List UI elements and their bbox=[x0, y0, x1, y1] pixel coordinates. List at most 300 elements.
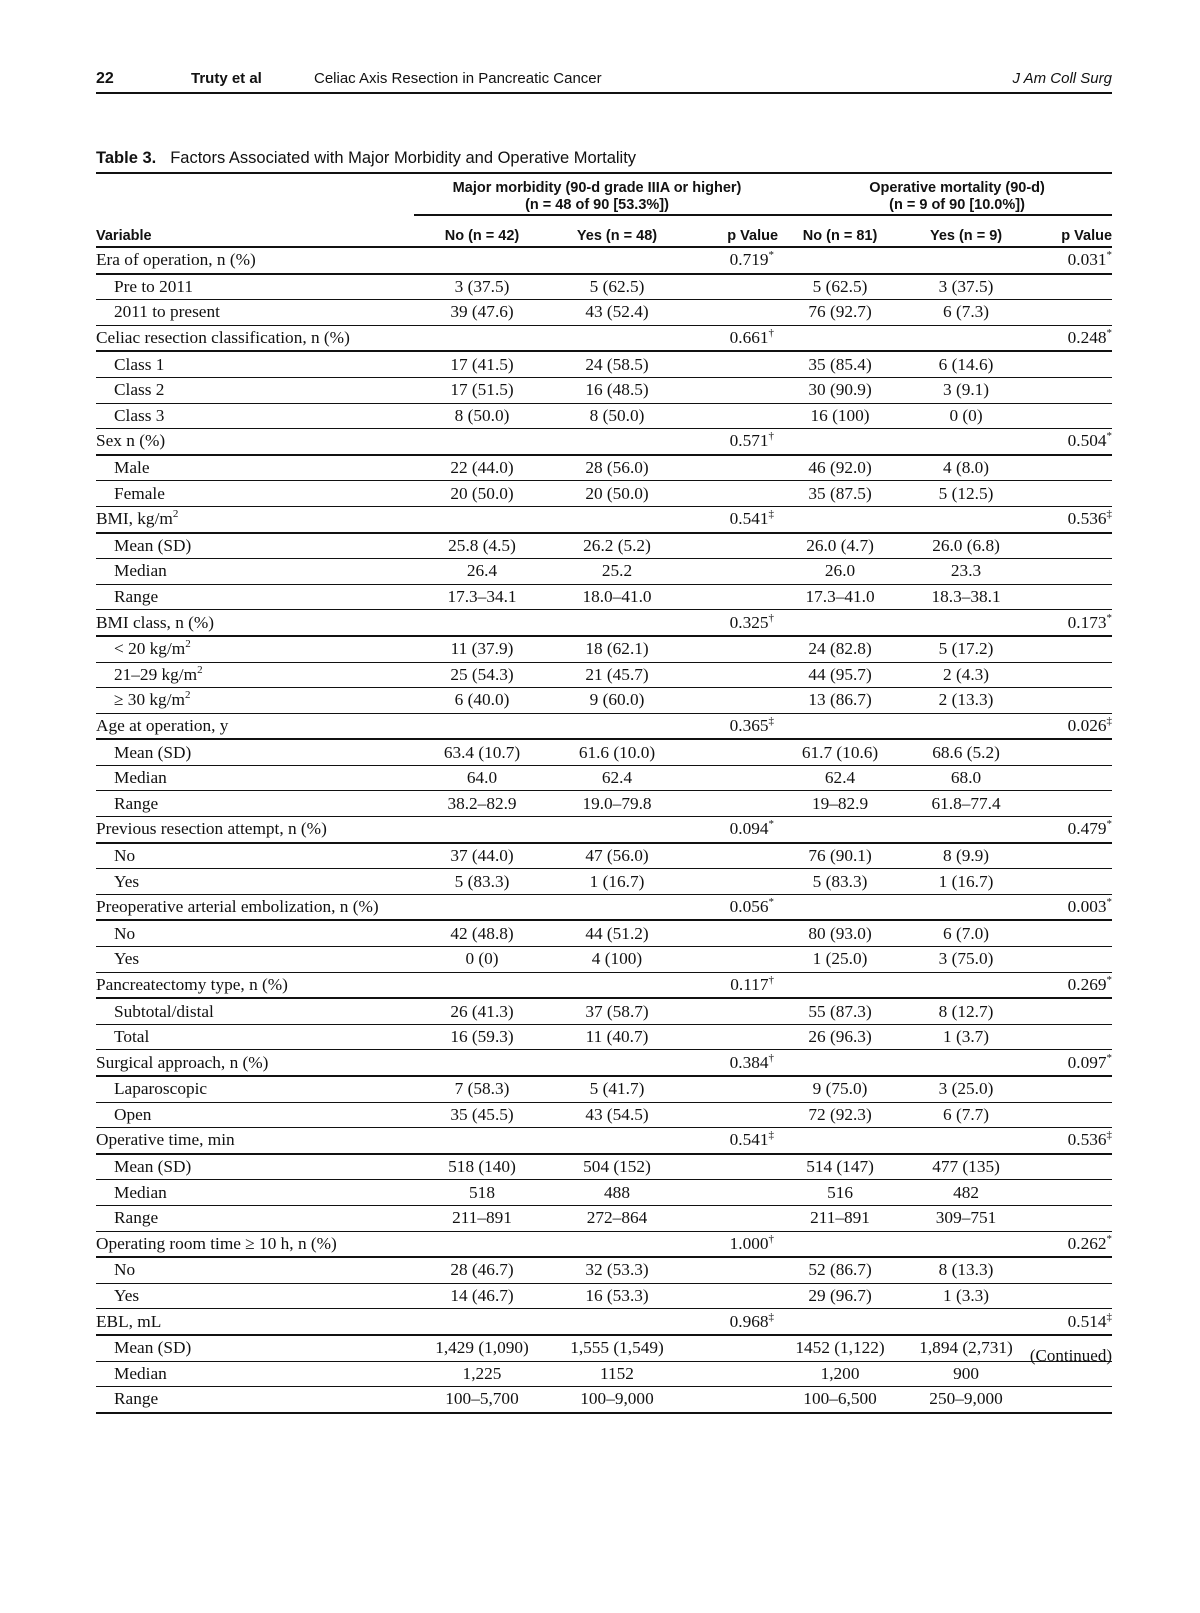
cell-yes-morbidity bbox=[550, 894, 684, 920]
cell-p-mortality bbox=[1032, 1024, 1112, 1050]
cell-no-mortality: 26.0 (4.7) bbox=[806, 535, 874, 555]
cell-yes-mortality bbox=[900, 972, 1032, 998]
row-label: Male bbox=[114, 458, 150, 478]
cell-p-morbidity bbox=[684, 1257, 780, 1283]
cell-yes-morbidity: 504 (152) bbox=[583, 1157, 651, 1177]
cell-yes-morbidity: 100–9,000 bbox=[580, 1389, 654, 1409]
row-label: Operating room time ≥ 10 h, n (%) bbox=[96, 1233, 337, 1253]
cell-p-morbidity bbox=[684, 1180, 780, 1206]
row-label: Total bbox=[114, 1027, 150, 1047]
cell-p-morbidity bbox=[684, 455, 780, 481]
cell-no-mortality: 1 (25.0) bbox=[812, 949, 868, 969]
cell-yes-morbidity: 32 (53.3) bbox=[585, 1260, 649, 1280]
cell-yes-morbidity: 1152 bbox=[600, 1363, 634, 1383]
table-caption bbox=[96, 149, 636, 168]
cell-yes-morbidity: 18 (62.1) bbox=[585, 639, 649, 659]
row-label: Laparoscopic bbox=[114, 1079, 208, 1099]
cell-no-mortality: 55 (87.3) bbox=[808, 1001, 872, 1021]
table-row bbox=[96, 1387, 1112, 1413]
cell-yes-morbidity: 488 bbox=[604, 1182, 630, 1202]
cell-no-morbidity: 518 (140) bbox=[448, 1157, 516, 1177]
cell-yes-mortality: 4 (8.0) bbox=[942, 458, 990, 478]
cell-no-mortality: 52 (86.7) bbox=[808, 1260, 872, 1280]
cell-yes-morbidity bbox=[550, 1050, 684, 1076]
table-container bbox=[96, 172, 1112, 1414]
cell-p-morbidity: 0.968‡ bbox=[729, 1310, 775, 1331]
cell-p-morbidity bbox=[684, 274, 780, 300]
cell-no-mortality: 13 (86.7) bbox=[808, 690, 872, 710]
cell-p-morbidity bbox=[684, 1283, 780, 1309]
row-label: No bbox=[114, 845, 136, 865]
table-row bbox=[96, 920, 1112, 946]
cell-yes-morbidity bbox=[550, 817, 684, 843]
cell-p-morbidity bbox=[684, 947, 780, 973]
cell-no-morbidity: 20 (50.0) bbox=[450, 483, 514, 503]
cell-no-mortality: 514 (147) bbox=[806, 1157, 874, 1177]
column-header-p-mortality: p Value bbox=[1061, 228, 1113, 244]
table-row bbox=[96, 403, 1112, 429]
cell-p-morbidity bbox=[684, 1102, 780, 1128]
table-header bbox=[96, 173, 1112, 247]
cell-no-mortality: 62.4 bbox=[824, 768, 856, 788]
cell-yes-mortality: 6 (7.3) bbox=[942, 302, 990, 322]
cell-no-mortality: 24 (82.8) bbox=[808, 639, 872, 659]
cell-p-morbidity bbox=[684, 481, 780, 507]
cell-no-morbidity: 25 (54.3) bbox=[450, 664, 514, 684]
table-category-row bbox=[96, 429, 1112, 455]
cell-yes-morbidity bbox=[550, 713, 684, 739]
cell-no-morbidity bbox=[414, 325, 550, 351]
cell-no-morbidity: 17 (51.5) bbox=[450, 380, 514, 400]
table-row bbox=[96, 1076, 1112, 1102]
cell-yes-morbidity: 1 (16.7) bbox=[589, 871, 645, 891]
cell-no-morbidity: 35 (45.5) bbox=[450, 1104, 514, 1124]
continued-note: (Continued) bbox=[1029, 1346, 1112, 1365]
cell-p-morbidity bbox=[684, 1076, 780, 1102]
cell-no-mortality: 17.3–41.0 bbox=[805, 587, 875, 607]
cell-p-morbidity: 0.661† bbox=[729, 327, 775, 348]
table-category-row bbox=[96, 817, 1112, 843]
cell-yes-mortality: 1 (3.7) bbox=[942, 1027, 990, 1047]
table-row bbox=[96, 636, 1112, 662]
cell-p-mortality bbox=[1032, 584, 1112, 610]
cell-yes-mortality: 68.0 bbox=[950, 768, 982, 788]
cell-yes-mortality: 8 (13.3) bbox=[938, 1260, 994, 1280]
table-row bbox=[96, 1102, 1112, 1128]
row-label: Mean (SD) bbox=[114, 742, 192, 762]
cell-yes-mortality: 23.3 bbox=[950, 561, 982, 581]
cell-no-morbidity: 16 (59.3) bbox=[450, 1027, 514, 1047]
cell-p-mortality: 0.031* bbox=[1067, 249, 1113, 270]
cell-no-morbidity: 17.3–34.1 bbox=[447, 587, 517, 607]
cell-no-morbidity: 0 (0) bbox=[465, 949, 499, 969]
cell-no-mortality: 61.7 (10.6) bbox=[801, 742, 879, 762]
cell-yes-mortality bbox=[900, 1231, 1032, 1257]
cell-yes-morbidity: 28 (56.0) bbox=[585, 458, 649, 478]
cell-p-mortality bbox=[1032, 688, 1112, 714]
table-category-row bbox=[96, 325, 1112, 351]
cell-p-mortality: 0.026‡ bbox=[1067, 715, 1113, 735]
cell-no-morbidity bbox=[414, 429, 550, 455]
cell-p-mortality bbox=[1032, 1154, 1112, 1180]
cell-p-mortality: 0.097* bbox=[1067, 1051, 1113, 1072]
table-row bbox=[96, 791, 1112, 817]
journal-name: J Am Coll Surg bbox=[1012, 70, 1112, 87]
row-label: Class 1 bbox=[114, 354, 165, 374]
row-label: Preoperative arterial embolization, n (%) bbox=[96, 897, 379, 917]
cell-yes-morbidity: 272–864 bbox=[586, 1208, 648, 1228]
cell-yes-mortality bbox=[900, 817, 1032, 843]
table-row bbox=[96, 1283, 1112, 1309]
cell-p-mortality bbox=[1032, 559, 1112, 585]
cell-yes-morbidity bbox=[550, 1231, 684, 1257]
cell-yes-morbidity bbox=[550, 506, 684, 532]
row-label: Subtotal/distal bbox=[114, 1001, 214, 1021]
cell-no-mortality: 44 (95.7) bbox=[808, 664, 872, 684]
cell-yes-mortality bbox=[900, 610, 1032, 636]
cell-no-mortality: 516 bbox=[827, 1182, 853, 1202]
row-label: Yes bbox=[114, 871, 140, 891]
cell-yes-morbidity: 5 (62.5) bbox=[589, 276, 645, 296]
cell-p-morbidity bbox=[684, 869, 780, 895]
cell-yes-mortality: 61.8–77.4 bbox=[931, 793, 1001, 813]
cell-no-mortality bbox=[780, 972, 900, 998]
group-header-morbidity: Major morbidity (90-d grade IIIA or higher) (n = 48 of 90 [53.3%]) bbox=[414, 173, 780, 215]
row-label: Range bbox=[114, 587, 159, 607]
row-label: Open bbox=[114, 1104, 152, 1124]
cell-yes-morbidity: 20 (50.0) bbox=[585, 483, 649, 503]
cell-no-morbidity: 100–5,700 bbox=[445, 1389, 519, 1409]
cell-p-morbidity bbox=[684, 300, 780, 326]
table-row bbox=[96, 1257, 1112, 1283]
column-header-yes-mortality: Yes (n = 9) bbox=[929, 228, 1003, 244]
cell-no-mortality: 29 (96.7) bbox=[808, 1286, 872, 1306]
cell-no-morbidity: 1,225 bbox=[462, 1363, 502, 1383]
table-category-row bbox=[96, 972, 1112, 998]
cell-yes-morbidity: 44 (51.2) bbox=[585, 923, 649, 943]
cell-yes-mortality: 250–9,000 bbox=[929, 1389, 1003, 1409]
cell-no-morbidity bbox=[414, 894, 550, 920]
row-label: Yes bbox=[114, 949, 140, 969]
table-row bbox=[96, 300, 1112, 326]
cell-no-mortality: 5 (62.5) bbox=[812, 276, 868, 296]
cell-yes-mortality bbox=[900, 1128, 1032, 1154]
cell-yes-mortality: 6 (14.6) bbox=[938, 354, 994, 374]
table-row bbox=[96, 1361, 1112, 1387]
cell-no-morbidity bbox=[414, 610, 550, 636]
row-label: Mean (SD) bbox=[114, 535, 192, 555]
cell-no-mortality: 80 (93.0) bbox=[808, 923, 872, 943]
cell-p-morbidity bbox=[684, 636, 780, 662]
cell-p-mortality: 0.248* bbox=[1067, 327, 1113, 348]
cell-no-morbidity: 8 (50.0) bbox=[454, 405, 510, 425]
table-category-row bbox=[96, 894, 1112, 920]
table-category-row bbox=[96, 713, 1112, 739]
cell-yes-mortality: 3 (25.0) bbox=[938, 1079, 994, 1099]
cell-yes-mortality: 2 (13.3) bbox=[938, 690, 994, 710]
data-table bbox=[96, 172, 1112, 1414]
cell-p-morbidity bbox=[684, 1387, 780, 1413]
column-header-yes-morbidity: Yes (n = 48) bbox=[576, 228, 658, 244]
row-label: Range bbox=[114, 1208, 159, 1228]
cell-yes-morbidity: 47 (56.0) bbox=[585, 845, 649, 865]
cell-yes-morbidity bbox=[550, 429, 684, 455]
running-header bbox=[96, 66, 1112, 94]
cell-yes-morbidity: 4 (100) bbox=[591, 949, 643, 969]
table-category-row bbox=[96, 506, 1112, 532]
row-label: Pancreatectomy type, n (%) bbox=[96, 974, 288, 994]
row-label: Era of operation, n (%) bbox=[96, 250, 256, 270]
cell-no-mortality: 30 (90.9) bbox=[808, 380, 872, 400]
table-row bbox=[96, 455, 1112, 481]
cell-yes-morbidity: 25.2 bbox=[601, 561, 633, 581]
row-label: Age at operation, y bbox=[96, 715, 229, 735]
cell-p-morbidity bbox=[684, 662, 780, 688]
cell-yes-mortality: 0 (0) bbox=[949, 405, 983, 425]
cell-yes-mortality: 8 (12.7) bbox=[938, 1001, 994, 1021]
cell-yes-morbidity: 11 (40.7) bbox=[585, 1027, 649, 1047]
cell-p-morbidity bbox=[684, 1154, 780, 1180]
cell-p-morbidity bbox=[684, 920, 780, 946]
cell-yes-mortality bbox=[900, 429, 1032, 455]
cell-yes-morbidity bbox=[550, 1128, 684, 1154]
row-label: Surgical approach, n (%) bbox=[96, 1052, 269, 1072]
table-row bbox=[96, 377, 1112, 403]
table-row bbox=[96, 559, 1112, 585]
table-row bbox=[96, 1180, 1112, 1206]
cell-no-morbidity bbox=[414, 713, 550, 739]
cell-p-mortality bbox=[1032, 791, 1112, 817]
cell-p-mortality bbox=[1032, 1102, 1112, 1128]
cell-yes-morbidity bbox=[550, 1309, 684, 1335]
cell-no-mortality: 76 (90.1) bbox=[808, 845, 872, 865]
cell-p-mortality: 0.262* bbox=[1067, 1233, 1113, 1253]
cell-p-morbidity bbox=[684, 377, 780, 403]
cell-p-morbidity bbox=[684, 739, 780, 765]
cell-p-mortality bbox=[1032, 765, 1112, 791]
cell-p-morbidity bbox=[684, 533, 780, 559]
cell-no-mortality bbox=[780, 429, 900, 455]
row-label: Yes bbox=[114, 1286, 140, 1306]
cell-no-morbidity: 14 (46.7) bbox=[450, 1286, 514, 1306]
cell-no-morbidity: 39 (47.6) bbox=[450, 302, 514, 322]
table-row bbox=[96, 481, 1112, 507]
cell-p-morbidity bbox=[684, 791, 780, 817]
cell-p-morbidity bbox=[684, 998, 780, 1024]
table-row bbox=[96, 274, 1112, 300]
cell-no-morbidity: 1,429 (1,090) bbox=[435, 1338, 529, 1358]
cell-yes-morbidity: 61.6 (10.0) bbox=[578, 742, 656, 762]
row-label: Median bbox=[114, 561, 167, 581]
cell-yes-morbidity: 5 (41.7) bbox=[589, 1079, 645, 1099]
cell-no-mortality bbox=[780, 817, 900, 843]
cell-yes-morbidity: 19.0–79.8 bbox=[582, 793, 652, 813]
cell-yes-morbidity bbox=[550, 610, 684, 636]
row-label: Pre to 2011 bbox=[114, 276, 194, 296]
cell-p-morbidity bbox=[684, 765, 780, 791]
cell-p-morbidity: 0.056* bbox=[729, 896, 775, 917]
running-authors: Truty et al bbox=[191, 70, 262, 87]
cell-no-morbidity: 6 (40.0) bbox=[454, 690, 510, 710]
running-title: Celiac Axis Resection in Pancreatic Cancer bbox=[314, 70, 602, 87]
cell-no-mortality: 16 (100) bbox=[810, 405, 870, 425]
cell-yes-mortality: 309–751 bbox=[935, 1208, 997, 1228]
cell-yes-mortality: 1 (16.7) bbox=[938, 871, 994, 891]
cell-yes-mortality: 900 bbox=[953, 1363, 979, 1383]
cell-no-mortality bbox=[780, 325, 900, 351]
cell-p-morbidity bbox=[684, 584, 780, 610]
cell-p-morbidity: 0.541‡ bbox=[729, 508, 775, 529]
cell-yes-morbidity: 8 (50.0) bbox=[589, 405, 645, 425]
table-row bbox=[96, 869, 1112, 895]
cell-no-morbidity bbox=[414, 972, 550, 998]
table-row bbox=[96, 843, 1112, 869]
cell-p-mortality bbox=[1032, 274, 1112, 300]
cell-yes-mortality: 1 (3.3) bbox=[942, 1286, 990, 1306]
cell-no-morbidity bbox=[414, 1309, 550, 1335]
cell-no-mortality: 211–891 bbox=[810, 1208, 870, 1228]
cell-p-mortality: 0.173* bbox=[1067, 611, 1113, 632]
row-label: Celiac resection classification, n (%) bbox=[96, 328, 350, 348]
cell-p-morbidity: 0.365‡ bbox=[729, 715, 775, 735]
cell-p-mortality: 0.479* bbox=[1067, 818, 1113, 839]
cell-no-morbidity: 26 (41.3) bbox=[450, 1001, 514, 1021]
cell-p-mortality bbox=[1032, 300, 1112, 326]
group-header-mortality: Operative mortality (90-d) (n = 9 of 90 [10.0%]) bbox=[780, 173, 1112, 215]
table-row bbox=[96, 1205, 1112, 1231]
row-label: Female bbox=[114, 483, 165, 503]
cell-yes-mortality: 2 (4.3) bbox=[942, 664, 990, 684]
cell-p-morbidity: 0.571† bbox=[729, 430, 775, 451]
cell-no-morbidity: 37 (44.0) bbox=[450, 845, 514, 865]
cell-yes-mortality: 3 (9.1) bbox=[942, 380, 990, 400]
row-label: No bbox=[114, 923, 136, 943]
table-row bbox=[96, 584, 1112, 610]
cell-yes-mortality bbox=[900, 325, 1032, 351]
cell-yes-morbidity: 24 (58.5) bbox=[585, 354, 649, 374]
cell-yes-morbidity: 16 (53.3) bbox=[585, 1286, 649, 1306]
cell-yes-mortality: 26.0 (6.8) bbox=[932, 535, 1000, 555]
row-label: Median bbox=[114, 1363, 167, 1383]
cell-no-mortality bbox=[780, 247, 900, 274]
cell-no-mortality bbox=[780, 1309, 900, 1335]
cell-p-morbidity bbox=[684, 1024, 780, 1050]
row-label: Range bbox=[114, 1389, 159, 1409]
cell-p-mortality bbox=[1032, 351, 1112, 377]
table-title: Factors Associated with Major Morbidity and Operative Mortality bbox=[170, 149, 637, 167]
table-row bbox=[96, 533, 1112, 559]
cell-yes-morbidity: 62.4 bbox=[601, 768, 633, 788]
table-category-row bbox=[96, 1128, 1112, 1154]
cell-yes-mortality: 68.6 (5.2) bbox=[932, 742, 1000, 762]
cell-yes-morbidity bbox=[550, 325, 684, 351]
cell-p-mortality bbox=[1032, 1283, 1112, 1309]
cell-no-mortality bbox=[780, 1231, 900, 1257]
table-row bbox=[96, 662, 1112, 688]
cell-no-mortality bbox=[780, 610, 900, 636]
cell-yes-mortality: 6 (7.7) bbox=[942, 1104, 990, 1124]
cell-no-mortality: 76 (92.7) bbox=[808, 302, 872, 322]
table-body bbox=[96, 247, 1112, 1413]
cell-no-morbidity bbox=[414, 247, 550, 274]
cell-no-mortality: 19–82.9 bbox=[811, 793, 869, 813]
page-number: 22 bbox=[96, 70, 114, 87]
cell-no-mortality: 26 (96.3) bbox=[808, 1027, 872, 1047]
cell-no-mortality bbox=[780, 506, 900, 532]
table-label: Table 3. bbox=[96, 149, 157, 167]
row-label: Median bbox=[114, 1182, 167, 1202]
cell-yes-mortality: 3 (37.5) bbox=[938, 276, 994, 296]
cell-no-morbidity: 11 (37.9) bbox=[450, 639, 514, 659]
cell-no-morbidity bbox=[414, 1231, 550, 1257]
table-row bbox=[96, 1154, 1112, 1180]
row-label: Class 3 bbox=[114, 405, 165, 425]
cell-no-morbidity: 518 bbox=[469, 1182, 495, 1202]
cell-p-mortality bbox=[1032, 636, 1112, 662]
cell-no-mortality bbox=[780, 713, 900, 739]
cell-no-mortality: 9 (75.0) bbox=[812, 1079, 868, 1099]
cell-p-mortality bbox=[1032, 662, 1112, 688]
cell-p-mortality: 0.536‡ bbox=[1067, 508, 1113, 529]
cell-no-morbidity bbox=[414, 817, 550, 843]
column-header-variable: Variable bbox=[96, 228, 152, 244]
cell-yes-morbidity: 21 (45.7) bbox=[585, 664, 649, 684]
cell-yes-morbidity: 43 (54.5) bbox=[585, 1104, 649, 1124]
cell-no-mortality: 26.0 bbox=[824, 561, 856, 581]
cell-no-morbidity: 17 (41.5) bbox=[450, 354, 514, 374]
cell-yes-morbidity: 43 (52.4) bbox=[585, 302, 649, 322]
table-category-row bbox=[96, 1050, 1112, 1076]
cell-yes-morbidity bbox=[550, 247, 684, 274]
cell-yes-mortality: 5 (12.5) bbox=[938, 483, 994, 503]
row-label: EBL, mL bbox=[96, 1311, 162, 1331]
cell-yes-mortality bbox=[900, 247, 1032, 274]
row-label: Previous resection attempt, n (%) bbox=[96, 819, 327, 839]
cell-p-morbidity bbox=[684, 1361, 780, 1387]
row-label: 2011 to present bbox=[114, 302, 220, 322]
cell-p-mortality: 0.514‡ bbox=[1067, 1310, 1113, 1331]
cell-no-morbidity: 64.0 bbox=[466, 768, 498, 788]
row-label: ≥ 30 $kg/m^2$ bbox=[114, 689, 191, 710]
cell-no-morbidity: 5 (83.3) bbox=[454, 871, 510, 891]
cell-p-mortality bbox=[1032, 869, 1112, 895]
cell-no-morbidity: 3 (37.5) bbox=[454, 276, 510, 296]
cell-yes-mortality: 477 (135) bbox=[932, 1157, 1000, 1177]
cell-p-mortality: 0.536‡ bbox=[1067, 1129, 1113, 1150]
cell-yes-morbidity: 1,555 (1,549) bbox=[570, 1338, 664, 1358]
cell-no-mortality: 46 (92.0) bbox=[808, 458, 872, 478]
cell-p-mortality bbox=[1032, 739, 1112, 765]
table-row bbox=[96, 998, 1112, 1024]
cell-p-mortality: 0.003* bbox=[1067, 896, 1113, 917]
column-header-no-mortality: No (n = 81) bbox=[802, 228, 878, 244]
cell-yes-morbidity bbox=[550, 972, 684, 998]
cell-p-mortality bbox=[1032, 533, 1112, 559]
cell-no-mortality: 1,200 bbox=[820, 1363, 860, 1383]
cell-yes-mortality: 8 (9.9) bbox=[942, 845, 990, 865]
row-label: Mean (SD) bbox=[114, 1338, 192, 1358]
cell-p-mortality bbox=[1032, 455, 1112, 481]
cell-p-mortality bbox=[1032, 947, 1112, 973]
cell-p-morbidity bbox=[684, 403, 780, 429]
table-row bbox=[96, 765, 1112, 791]
cell-p-morbidity: 1.000† bbox=[729, 1233, 775, 1253]
cell-no-mortality: 5 (83.3) bbox=[812, 871, 868, 891]
cell-p-mortality bbox=[1032, 1387, 1112, 1413]
cell-p-mortality bbox=[1032, 377, 1112, 403]
cell-yes-morbidity: 18.0–41.0 bbox=[582, 587, 652, 607]
cell-yes-mortality bbox=[900, 713, 1032, 739]
